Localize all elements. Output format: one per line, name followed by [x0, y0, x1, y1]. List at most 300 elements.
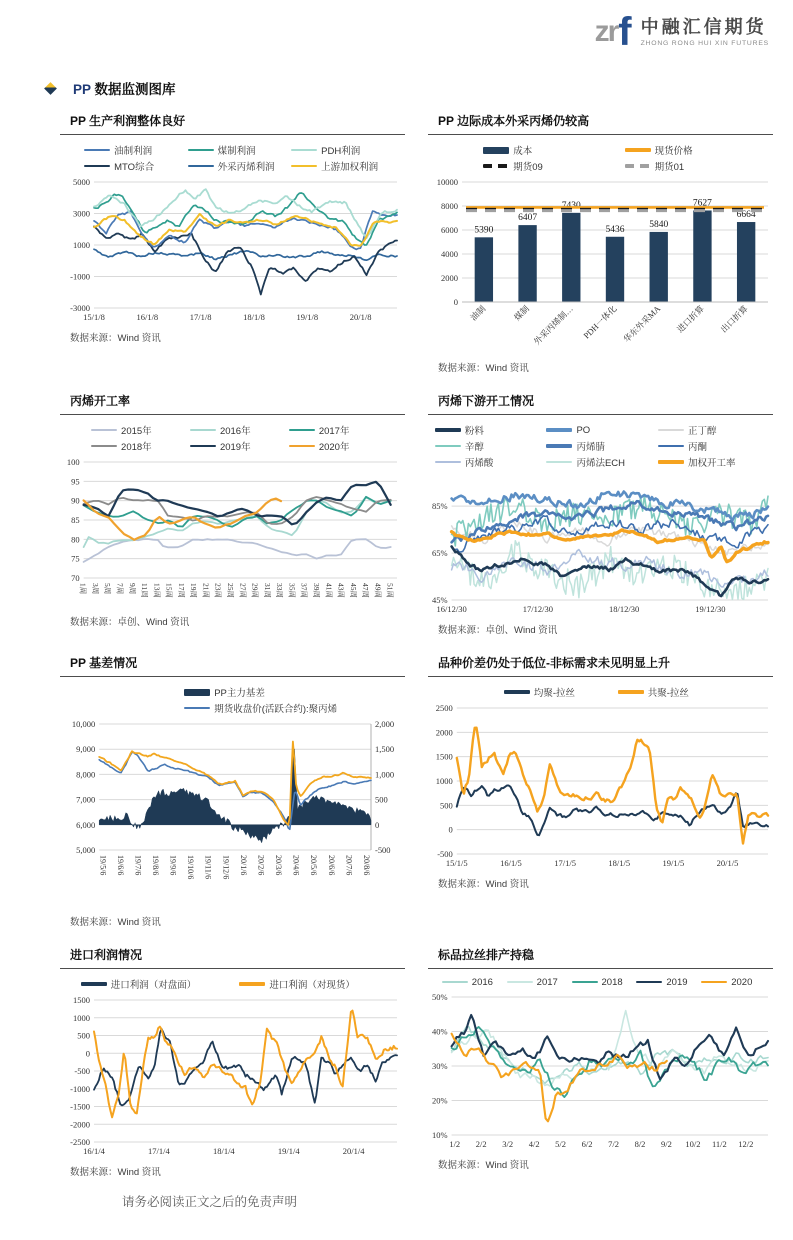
- svg-text:7,000: 7,000: [76, 794, 96, 805]
- svg-text:11周: 11周: [140, 582, 150, 598]
- legend-item: [658, 423, 770, 437]
- svg-text:20/1/4: 20/1/4: [342, 1145, 365, 1156]
- chart-propylene-operating-rate: [60, 388, 405, 636]
- section-title: [73, 78, 176, 98]
- svg-text:9/2: 9/2: [661, 1138, 672, 1149]
- legend-label: PO: [576, 424, 591, 436]
- svg-text:1500: 1500: [73, 994, 90, 1005]
- section-title-rest: 数据监测图库: [94, 82, 176, 97]
- svg-text:17/1/5: 17/1/5: [554, 858, 576, 868]
- svg-text:20/2/6: 20/2/6: [256, 854, 266, 876]
- data-source: 数据来源：Wind 资讯: [70, 1166, 161, 1178]
- legend-swatch-icon: [435, 461, 461, 463]
- svg-text:19/5/6: 19/5/6: [98, 854, 108, 876]
- svg-text:2000: 2000: [441, 273, 458, 283]
- legend-item: [483, 159, 624, 173]
- svg-text:19/6/6: 19/6/6: [115, 854, 125, 876]
- legend-label: 2020: [731, 976, 753, 988]
- data-source: 数据来源：卓创、Wind 资讯: [70, 617, 190, 629]
- legend-item: [546, 455, 658, 469]
- svg-text:-2500: -2500: [70, 1136, 90, 1147]
- svg-text:5840: 5840: [649, 219, 669, 230]
- svg-text:-500: -500: [74, 1065, 90, 1076]
- legend-swatch-icon: [546, 428, 572, 432]
- legend-label: 油制利润: [114, 146, 153, 157]
- chart-legend: [184, 684, 405, 716]
- chart-plot: [428, 176, 776, 354]
- legend-label: 成本: [513, 146, 533, 157]
- svg-text:-3000: -3000: [70, 303, 90, 313]
- legend-label: 2017年: [318, 426, 350, 437]
- svg-text:1/2: 1/2: [449, 1138, 461, 1149]
- chart-legend: [81, 976, 398, 992]
- svg-text:5,000: 5,000: [76, 844, 96, 855]
- svg-text:45%: 45%: [432, 595, 448, 605]
- company-name-en: ZHONG RONG HUI XIN FUTURES: [640, 39, 769, 47]
- legend-item: [184, 685, 405, 699]
- legend-swatch-icon: [435, 445, 461, 447]
- legend-item: [435, 423, 547, 437]
- section-bullet-icon: [44, 82, 57, 95]
- legend-swatch-icon: [84, 149, 110, 151]
- svg-text:20/3/6: 20/3/6: [274, 854, 284, 876]
- logo-name-block: [641, 17, 769, 47]
- svg-text:10,000: 10,000: [71, 718, 96, 729]
- svg-text:1000: 1000: [435, 776, 453, 786]
- legend-swatch-icon: [239, 982, 265, 986]
- svg-text:80: 80: [71, 534, 80, 545]
- legend-swatch-icon: [636, 981, 662, 983]
- svg-text:27周: 27周: [238, 582, 248, 598]
- legend-swatch-icon: [91, 445, 117, 447]
- legend-item: [190, 423, 289, 437]
- legend-label: 正丁醇: [687, 426, 717, 437]
- legend-label: 丙烯腈: [576, 442, 605, 453]
- svg-text:10000: 10000: [436, 177, 458, 187]
- svg-text:8,000: 8,000: [76, 769, 96, 780]
- legend-swatch-icon: [546, 461, 572, 463]
- legend-item: [289, 423, 388, 437]
- legend-label: 辛醇: [464, 442, 484, 453]
- svg-text:4000: 4000: [441, 249, 458, 259]
- chart-plot: [60, 176, 405, 324]
- svg-text:出口折算: 出口折算: [718, 303, 750, 335]
- chart-title: 丙烯下游开工情况: [438, 394, 535, 408]
- svg-text:33周: 33周: [275, 582, 285, 598]
- svg-text:20/7/6: 20/7/6: [344, 854, 354, 876]
- svg-text:49周: 49周: [373, 582, 383, 598]
- svg-text:500: 500: [77, 1030, 90, 1041]
- data-source: 数据来源：Wind 资讯: [70, 333, 161, 344]
- legend-swatch-icon: [625, 148, 651, 152]
- svg-text:20/8/6: 20/8/6: [361, 854, 371, 876]
- svg-text:19/1/5: 19/1/5: [662, 858, 685, 868]
- svg-text:18/1/5: 18/1/5: [608, 858, 631, 868]
- legend-label: 2018年: [121, 442, 152, 453]
- svg-text:9周: 9周: [127, 582, 137, 595]
- legend-swatch-icon: [442, 981, 468, 983]
- chart-title: PP 生产利润整体良好: [70, 114, 186, 128]
- svg-text:20/1/5: 20/1/5: [716, 858, 739, 868]
- svg-text:2,000: 2,000: [374, 718, 395, 729]
- legend-swatch-icon: [84, 165, 110, 167]
- chart-drawing-grade-production: [428, 942, 773, 1178]
- legend-swatch-icon: [289, 445, 315, 447]
- chart-title: 进口利润情况: [70, 947, 143, 962]
- company-name-cn: 中融汇信期货: [640, 17, 767, 38]
- legend-item: [504, 685, 618, 699]
- legend-swatch-icon: [658, 429, 684, 431]
- svg-text:6000: 6000: [441, 225, 458, 235]
- svg-text:500: 500: [440, 800, 453, 811]
- svg-text:-500: -500: [374, 844, 391, 855]
- svg-text:45周: 45周: [348, 582, 358, 598]
- data-source: 数据来源：Wind 资讯: [438, 879, 529, 890]
- legend-swatch-icon: [184, 707, 210, 709]
- svg-text:3/2: 3/2: [502, 1138, 514, 1149]
- svg-text:19/12/6: 19/12/6: [221, 854, 231, 880]
- legend-label: 2019年: [219, 442, 251, 453]
- svg-text:25周: 25周: [226, 582, 236, 598]
- svg-text:PDH一体化: PDH一体化: [581, 303, 619, 341]
- legend-swatch-icon: [658, 460, 684, 464]
- chart-production-profit: [60, 108, 405, 374]
- svg-text:6664: 6664: [736, 210, 756, 221]
- chart-title: 标品拉丝排产持稳: [438, 947, 535, 962]
- svg-text:7430: 7430: [561, 200, 581, 211]
- legend-item: [483, 143, 624, 157]
- svg-text:19/9/6: 19/9/6: [168, 854, 178, 876]
- legend-label: 加权开工率: [687, 458, 736, 469]
- svg-text:2000: 2000: [435, 727, 453, 738]
- svg-text:47周: 47周: [361, 582, 371, 598]
- svg-text:18/1/8: 18/1/8: [243, 312, 265, 322]
- svg-text:19/8/6: 19/8/6: [151, 854, 161, 876]
- svg-text:-1500: -1500: [70, 1101, 90, 1112]
- legend-item: [618, 685, 732, 699]
- svg-text:外采丙烯制…: 外采丙烯制…: [531, 303, 575, 347]
- legend-label: PP主力基差: [214, 688, 265, 699]
- svg-text:华东外采MA: 华东外采MA: [621, 303, 663, 345]
- svg-text:1000: 1000: [73, 240, 90, 250]
- svg-text:6/2: 6/2: [581, 1138, 593, 1149]
- logo-zr-text: zr: [594, 15, 618, 48]
- legend-label: 2017: [536, 976, 558, 988]
- logo-f-text: f: [618, 10, 632, 54]
- legend-item: [184, 701, 405, 715]
- svg-text:16/1/5: 16/1/5: [500, 858, 522, 868]
- legend-item: [84, 159, 188, 173]
- svg-text:油制: 油制: [468, 303, 488, 323]
- legend-item: [239, 977, 398, 991]
- chart-plot: [60, 456, 405, 608]
- svg-text:0: 0: [85, 1047, 90, 1058]
- svg-text:85: 85: [71, 514, 80, 525]
- svg-text:95: 95: [71, 476, 80, 487]
- svg-text:6,000: 6,000: [76, 819, 96, 830]
- svg-text:7627: 7627: [692, 198, 712, 209]
- legend-item: [435, 439, 547, 453]
- disclaimer-text: 请务必阅读正文之后的免责声明: [122, 1194, 298, 1209]
- legend-label: 丙酮: [687, 442, 707, 453]
- legend-label: 进口利润（对盘面）: [110, 979, 197, 991]
- svg-text:20/6/6: 20/6/6: [326, 854, 336, 876]
- data-source: 数据来源：Wind 资讯: [438, 363, 529, 374]
- svg-text:35周: 35周: [287, 582, 297, 598]
- legend-swatch-icon: [618, 690, 644, 694]
- svg-text:煤制: 煤制: [512, 303, 532, 323]
- svg-text:7周: 7周: [115, 582, 125, 595]
- svg-text:5436: 5436: [605, 224, 625, 235]
- legend-item: [435, 455, 547, 469]
- svg-text:70: 70: [71, 572, 80, 583]
- svg-text:500: 500: [374, 794, 388, 805]
- svg-text:2500: 2500: [435, 703, 453, 713]
- legend-swatch-icon: [81, 982, 107, 986]
- chart-plot: [60, 718, 405, 908]
- svg-text:85%: 85%: [432, 501, 448, 512]
- legend-item: [442, 977, 507, 988]
- legend-item: [658, 455, 770, 469]
- svg-text:65%: 65%: [432, 548, 448, 559]
- svg-text:19/12/30: 19/12/30: [695, 604, 726, 614]
- svg-text:39周: 39周: [312, 582, 322, 598]
- svg-text:1,000: 1,000: [374, 769, 395, 780]
- legend-swatch-icon: [188, 149, 214, 151]
- svg-text:19周: 19周: [189, 582, 199, 598]
- legend-label: 2019: [666, 976, 688, 988]
- legend-label: 粉料: [464, 426, 484, 437]
- svg-text:17/1/8: 17/1/8: [189, 312, 212, 322]
- legend-item: [507, 977, 572, 988]
- svg-text:5/2: 5/2: [555, 1138, 567, 1149]
- svg-text:20/4/6: 20/4/6: [291, 854, 301, 876]
- legend-swatch-icon: [504, 690, 530, 694]
- legend-item: [625, 143, 766, 157]
- svg-text:5390: 5390: [474, 225, 494, 236]
- divider: [60, 676, 405, 677]
- legend-label: 期货09: [513, 162, 543, 173]
- svg-text:15周: 15周: [164, 582, 174, 598]
- svg-text:29周: 29周: [250, 582, 260, 598]
- svg-text:5周: 5周: [103, 582, 113, 595]
- legend-label: 2015年: [121, 426, 152, 437]
- legend-label: 丙烯酸: [464, 458, 494, 469]
- svg-text:20%: 20%: [432, 1095, 448, 1106]
- svg-text:-1000: -1000: [70, 1083, 90, 1094]
- svg-text:12/2: 12/2: [738, 1138, 754, 1149]
- chart-plot: [60, 994, 405, 1158]
- divider: [428, 676, 773, 677]
- svg-text:20/5/6: 20/5/6: [309, 854, 319, 876]
- svg-text:-1000: -1000: [70, 271, 90, 282]
- svg-text:9,000: 9,000: [76, 744, 96, 755]
- legend-item: [190, 439, 289, 453]
- svg-text:4/2: 4/2: [528, 1138, 540, 1149]
- legend-label: 进口利润（对现货）: [269, 979, 355, 991]
- svg-text:7/2: 7/2: [608, 1138, 619, 1149]
- legend-item: [291, 143, 395, 157]
- svg-text:31周: 31周: [262, 582, 272, 598]
- legend-item: [188, 159, 292, 173]
- svg-text:17/12/30: 17/12/30: [522, 604, 553, 614]
- svg-text:5000: 5000: [73, 177, 90, 187]
- svg-text:19/1/4: 19/1/4: [277, 1145, 300, 1156]
- legend-label: 上游加权利润: [321, 162, 379, 173]
- chart-legend: [442, 976, 766, 989]
- svg-text:50%: 50%: [432, 991, 448, 1002]
- svg-text:37周: 37周: [299, 582, 309, 598]
- legend-swatch-icon: [190, 429, 216, 431]
- legend-swatch-icon: [572, 981, 598, 983]
- svg-text:16/1/4: 16/1/4: [83, 1145, 105, 1156]
- legend-item: [289, 439, 388, 453]
- svg-text:100: 100: [66, 456, 80, 467]
- svg-text:0: 0: [374, 819, 380, 830]
- svg-text:20/1/6: 20/1/6: [238, 854, 248, 876]
- legend-label: 期货收盘价(活跃合约):聚丙烯: [214, 704, 338, 715]
- legend-swatch-icon: [291, 165, 317, 167]
- svg-text:1,500: 1,500: [374, 744, 395, 755]
- legend-label: 丙烯法ECH: [576, 458, 625, 469]
- svg-text:1周: 1周: [78, 582, 88, 595]
- svg-text:11/2: 11/2: [711, 1138, 727, 1149]
- legend-label: 外采丙烯利润: [217, 162, 275, 173]
- svg-text:75: 75: [71, 553, 80, 564]
- svg-text:0: 0: [453, 297, 458, 307]
- legend-label: 共聚-拉丝: [647, 688, 689, 699]
- legend-swatch-icon: [435, 428, 461, 432]
- svg-text:51周: 51周: [385, 582, 395, 598]
- legend-swatch-icon: [507, 981, 533, 983]
- svg-text:13周: 13周: [152, 582, 162, 598]
- legend-label: 2016: [471, 976, 493, 988]
- chart-pp-basis: [60, 650, 405, 928]
- svg-text:2/2: 2/2: [475, 1138, 487, 1149]
- legend-swatch-icon: [188, 165, 214, 167]
- svg-text:6407: 6407: [518, 213, 538, 224]
- legend-item: [636, 977, 701, 988]
- legend-item: [701, 977, 766, 988]
- divider: [60, 134, 405, 135]
- chart-grid: [60, 108, 759, 1192]
- chart-propylene-downstream: [428, 388, 773, 636]
- legend-label: 2020年: [318, 442, 350, 453]
- data-source: 数据来源：Wind 资讯: [70, 916, 161, 928]
- chart-legend: [84, 142, 395, 174]
- svg-text:1000: 1000: [73, 1012, 90, 1023]
- legend-item: [84, 143, 188, 157]
- legend-label: 2016年: [219, 426, 251, 437]
- legend-label: 2018: [601, 976, 623, 988]
- legend-swatch-icon: [291, 149, 317, 151]
- svg-text:17/1/4: 17/1/4: [148, 1145, 170, 1156]
- legend-item: [572, 977, 637, 988]
- divider: [428, 134, 773, 135]
- chart-title: PP 边际成本外采丙烯仍较高: [438, 114, 590, 128]
- svg-text:-2000: -2000: [70, 1118, 90, 1129]
- svg-text:8000: 8000: [441, 201, 458, 211]
- chart-plot: [428, 702, 776, 870]
- svg-text:16/1/8: 16/1/8: [136, 312, 159, 322]
- data-source: 数据来源：卓创、Wind 资讯: [438, 625, 558, 636]
- legend-swatch-icon: [625, 164, 651, 168]
- legend-item: [91, 439, 190, 453]
- legend-item: [91, 423, 190, 437]
- data-source: 数据来源：Wind 资讯: [438, 1159, 529, 1171]
- chart-title: 品种价差仍处于低位-非标需求未见明显上升: [438, 656, 670, 670]
- svg-text:18/1/4: 18/1/4: [212, 1145, 235, 1156]
- legend-swatch-icon: [701, 981, 727, 983]
- svg-text:19/7/6: 19/7/6: [133, 854, 143, 876]
- svg-text:19/11/6: 19/11/6: [203, 854, 213, 880]
- svg-text:18/12/30: 18/12/30: [609, 604, 640, 614]
- chart-plot: [428, 991, 776, 1151]
- chart-marginal-cost: [428, 108, 773, 374]
- svg-text:3000: 3000: [73, 208, 90, 219]
- legend-swatch-icon: [289, 429, 315, 431]
- legend-swatch-icon: [184, 689, 210, 696]
- legend-label: 期货01: [654, 162, 685, 173]
- svg-text:3周: 3周: [90, 582, 100, 595]
- chart-legend: [483, 142, 766, 174]
- legend-item: [291, 159, 395, 173]
- svg-text:43周: 43周: [336, 582, 346, 598]
- divider: [60, 968, 405, 969]
- svg-text:10/2: 10/2: [685, 1138, 701, 1149]
- svg-text:41周: 41周: [324, 582, 334, 598]
- legend-swatch-icon: [658, 445, 684, 447]
- svg-text:15/1/8: 15/1/8: [83, 312, 105, 322]
- chart-legend: [435, 422, 770, 470]
- legend-label: 现货价格: [654, 146, 693, 157]
- svg-text:30%: 30%: [432, 1060, 448, 1071]
- legend-item: [546, 439, 658, 453]
- svg-text:0: 0: [448, 824, 453, 835]
- legend-item: [188, 143, 292, 157]
- svg-text:17周: 17周: [176, 582, 186, 598]
- svg-text:40%: 40%: [432, 1026, 448, 1037]
- divider: [428, 414, 773, 415]
- legend-label: MTO综合: [114, 162, 155, 173]
- legend-swatch-icon: [546, 444, 572, 448]
- legend-swatch-icon: [483, 147, 509, 154]
- section-header: [46, 78, 759, 98]
- svg-text:19/1/8: 19/1/8: [296, 312, 319, 322]
- svg-text:进口折算: 进口折算: [674, 303, 706, 335]
- svg-text:16/12/30: 16/12/30: [436, 604, 467, 614]
- divider: [428, 968, 773, 969]
- legend-label: 均聚-拉丝: [533, 688, 576, 699]
- svg-text:-500: -500: [437, 849, 453, 859]
- svg-text:19/10/6: 19/10/6: [186, 854, 196, 880]
- legend-label: PDH利润: [321, 146, 361, 157]
- chart-grade-spread: [428, 650, 773, 928]
- legend-swatch-icon: [190, 445, 216, 447]
- chart-title: PP 基差情况: [70, 656, 138, 670]
- chart-plot: [428, 472, 776, 616]
- chart-legend: [91, 422, 388, 454]
- legend-item: [546, 423, 658, 437]
- svg-text:20/1/8: 20/1/8: [349, 312, 372, 322]
- svg-text:8/2: 8/2: [634, 1138, 646, 1149]
- svg-text:23周: 23周: [213, 582, 223, 598]
- svg-text:15/1/5: 15/1/5: [445, 858, 468, 868]
- svg-text:10%: 10%: [432, 1129, 448, 1140]
- chart-import-profit: [60, 942, 405, 1178]
- company-logo: [594, 10, 769, 54]
- divider: [60, 414, 405, 415]
